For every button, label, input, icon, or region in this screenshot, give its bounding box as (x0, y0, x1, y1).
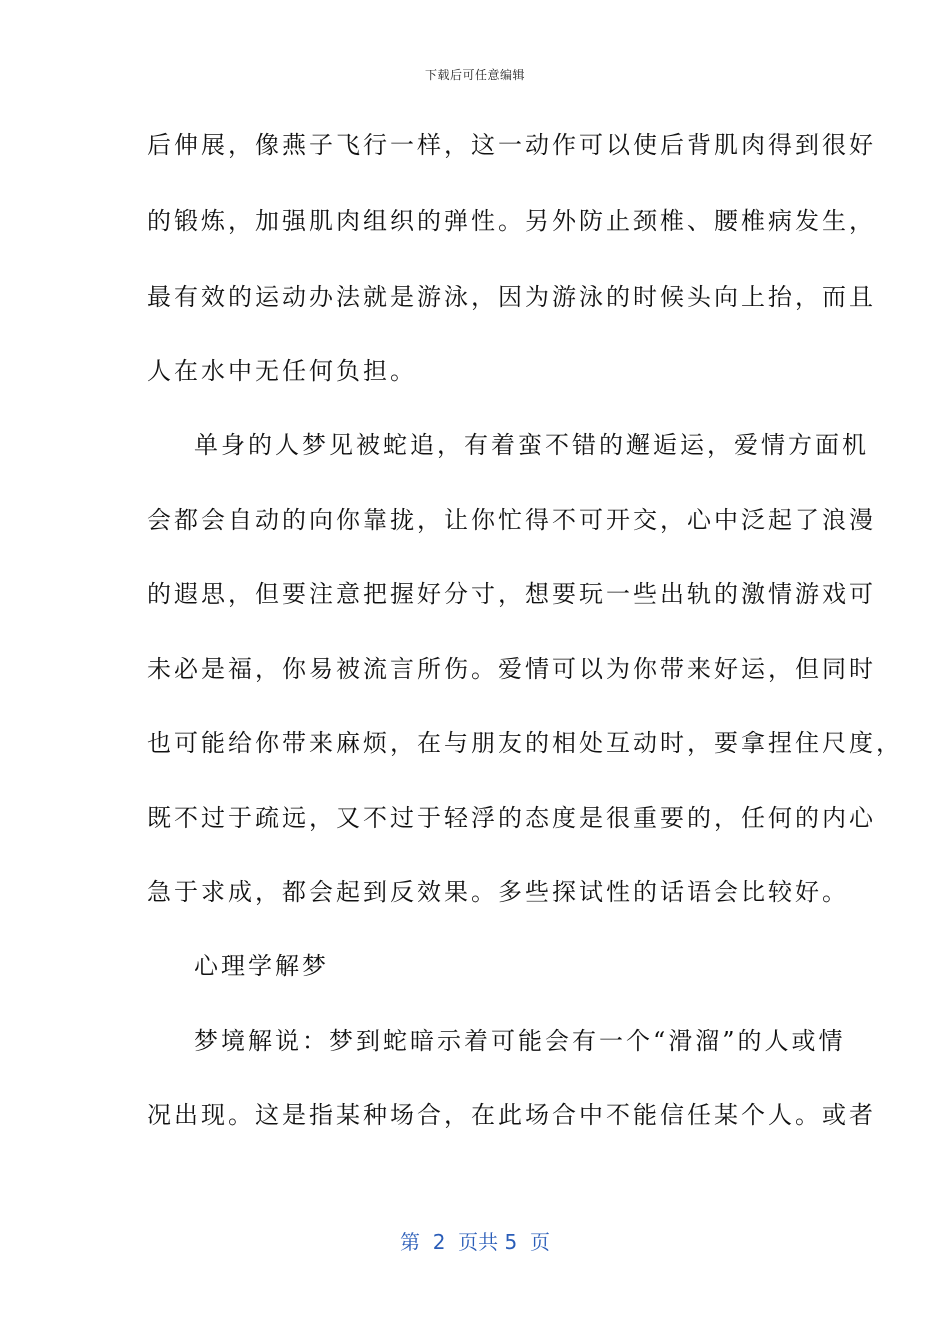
section-heading: 心理学解梦 (194, 952, 329, 980)
body-line: 人在水中无任何负担。 (147, 357, 417, 385)
body-line: 最有效的运动办法就是游泳，因为游泳的时候头向上抬，而且 (147, 283, 876, 311)
body-line: 未必是福，你易被流言所伤。爱情可以为你带来好运，但同时 (147, 655, 876, 683)
body-line: 的遐思，但要注意把握好分寸，想要玩一些出轨的激情游戏可 (147, 580, 876, 608)
page-header: 下载后可任意编辑 (424, 68, 525, 82)
body-line: 既不过于疏远，又不过于轻浮的态度是很重要的，任何的内心 (147, 804, 876, 832)
body-line: 也可能给你带来麻烦，在与朋友的相处互动时，要拿捏住尺度， (147, 729, 903, 757)
body-line: 急于求成，都会起到反效果。多些探试性的话语会比较好。 (147, 878, 849, 906)
page-number-footer: 第 2 页共 5 页 (400, 1230, 550, 1254)
body-line: 的锻炼，加强肌肉组织的弹性。另外防止颈椎、腰椎病发生， (147, 207, 876, 235)
body-line: 况出现。这是指某种场合，在此场合中不能信任某个人。或者 (147, 1101, 876, 1129)
body-line: 后伸展，像燕子飞行一样，这一动作可以使后背肌肉得到很好 (147, 131, 876, 159)
paragraph-first-line: 单身的人梦见被蛇追，有着蛮不错的邂逅运，爱情方面机 (194, 431, 869, 459)
body-line: 会都会自动的向你靠拢，让你忙得不可开交，心中泛起了浪漫 (147, 506, 876, 534)
paragraph-first-line: 梦境解说：梦到蛇暗示着可能会有一个“滑溜”的人或情 (194, 1027, 846, 1055)
